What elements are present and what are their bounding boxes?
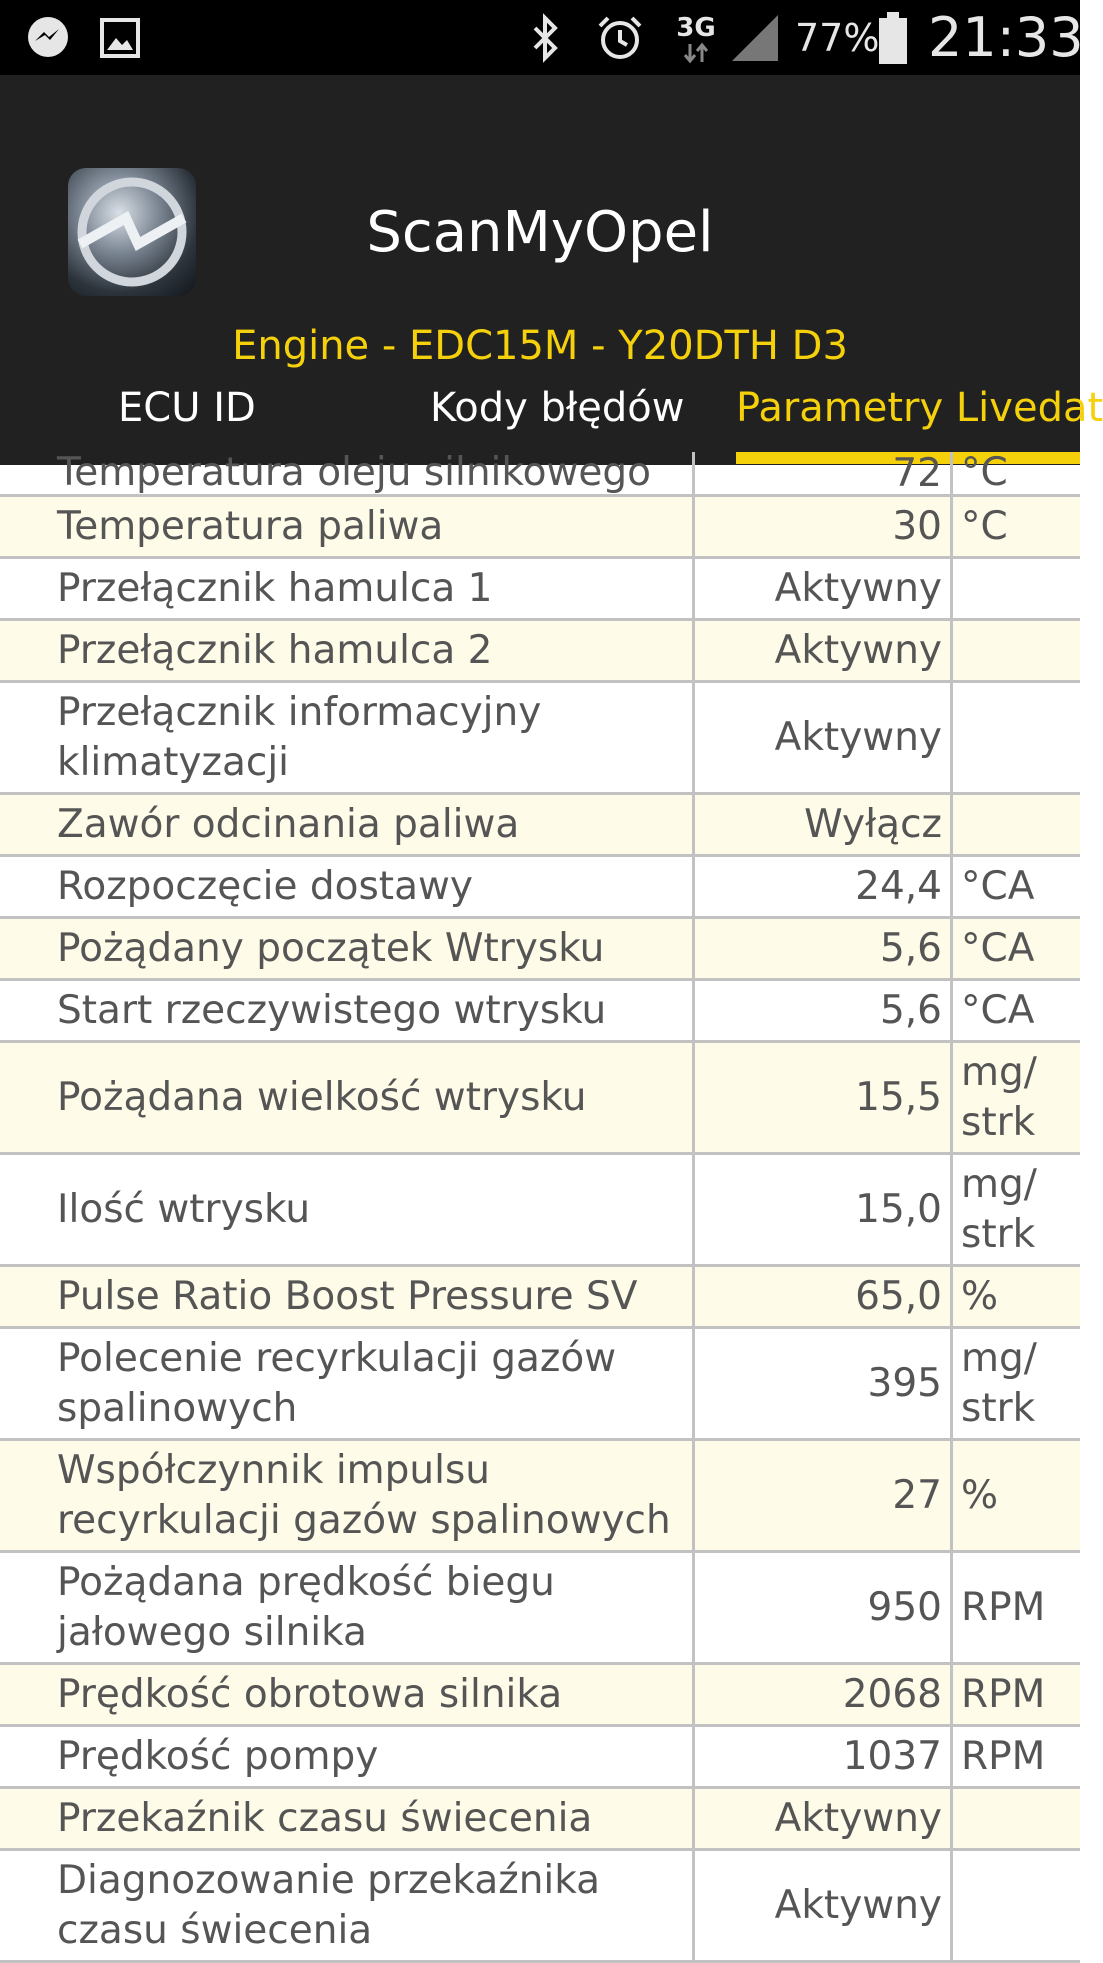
bluetooth-icon [524,0,568,75]
param-name: Przełącznik hamulca 1 [0,559,695,618]
table-row [0,1441,1080,1553]
param-name: Pożądana prędkość biegu jałowego silnika [0,1553,695,1662]
table-row [0,1043,1080,1155]
table-row [0,1155,1080,1267]
param-unit: RPM [961,1584,1046,1630]
param-value: 65,0 [695,1267,953,1326]
param-name: Prędkość obrotowa silnika [0,1665,695,1724]
param-unit [953,683,1080,792]
param-unit [953,1789,1080,1848]
battery-icon [876,0,910,75]
param-value: 395 [695,1329,953,1438]
param-unit: % [961,1273,999,1319]
live-data-table[interactable] [0,450,1080,1953]
param-value: 30 [695,497,953,556]
param-value: Aktywny [695,559,953,618]
param-unit: mg/ strk [961,1161,1037,1257]
tab-error-codes[interactable]: Kody błędów [430,384,685,431]
param-value: Aktywny [695,683,953,792]
param-name: Przełącznik hamulca 2 [0,621,695,680]
param-name: Rozpoczęcie dostawy [0,857,695,916]
table-row [0,795,1080,857]
table-row [0,857,1080,919]
table-row [0,1329,1080,1441]
param-unit [953,1851,1080,1960]
param-unit: °CA [961,863,1035,909]
table-row [0,1553,1080,1665]
param-unit [953,795,1080,854]
battery-percent: 77% [795,15,880,60]
table-row [0,497,1080,559]
param-unit: °CA [961,925,1035,971]
table-row [0,559,1080,621]
param-name: Polecenie recyrkulacji gazów spalinowych [0,1329,695,1438]
app-header [0,75,1103,465]
param-name: Prędkość pompy [0,1727,695,1786]
clock: 21:33 [928,6,1084,69]
param-value: Aktywny [695,1851,953,1960]
param-name: Pożądana wielkość wtrysku [0,1043,695,1152]
param-value: 1037 [695,1727,953,1786]
tab-live-data[interactable]: Parametry Livedat [736,384,1103,431]
app-subtitle: Engine - EDC15M - Y20DTH D3 [232,323,848,369]
param-name: Ilość wtrysku [0,1155,695,1264]
param-name: Diagnozowanie przekaźnika czasu świecenia [0,1851,695,1960]
param-unit: °C [961,503,1008,549]
network-3g-icon [670,0,722,75]
table-row [0,452,1080,497]
param-name: Start rzeczywistego wtrysku [0,981,695,1040]
param-unit [953,559,1080,618]
param-value: 24,4 [695,857,953,916]
param-unit: RPM [961,1733,1046,1779]
tab-ecu-id[interactable]: ECU ID [118,384,256,431]
param-name: Temperatura oleju silnikowego [0,452,695,494]
param-name: Temperatura paliwa [0,497,695,556]
param-value: 15,0 [695,1155,953,1264]
table-row [0,1665,1080,1727]
table-row [0,1727,1080,1789]
param-unit: % [961,1472,999,1518]
table-row [0,683,1080,795]
table-row [0,1267,1080,1329]
param-unit: °CA [961,987,1035,1033]
param-value: 15,5 [695,1043,953,1152]
gallery-icon [96,0,144,75]
param-value: 5,6 [695,981,953,1040]
param-value: 2068 [695,1665,953,1724]
param-value: 27 [695,1441,953,1550]
param-name: Przełącznik informacyjny klimatyzacji [0,683,695,792]
alarm-icon [594,0,646,75]
messenger-icon [22,0,74,75]
app-title: ScanMyOpel [366,200,714,265]
signal-icon [728,0,782,75]
param-value: 950 [695,1553,953,1662]
status-bar [0,0,1084,75]
param-unit: mg/ strk [961,1049,1037,1145]
table-row [0,1789,1080,1851]
param-unit: RPM [961,1671,1046,1717]
param-unit: mg/ strk [961,1335,1037,1431]
param-value: Wyłącz [695,795,953,854]
table-row [0,1851,1080,1963]
param-value: Aktywny [695,621,953,680]
svg-text:3G: 3G [676,12,716,43]
param-name: Przekaźnik czasu świecenia [0,1789,695,1848]
param-unit: °C [961,450,1008,495]
param-name: Współczynnik impulsu recyrkulacji gazów spalinowych [0,1441,695,1550]
table-row [0,919,1080,981]
param-name: Zawór odcinania paliwa [0,795,695,854]
param-unit [953,621,1080,680]
param-name: Pożądany początek Wtrysku [0,919,695,978]
param-value: 72 [695,452,953,494]
param-name: Pulse Ratio Boost Pressure SV [0,1267,695,1326]
param-value: 5,6 [695,919,953,978]
table-row [0,981,1080,1043]
table-row [0,621,1080,683]
param-value: Aktywny [695,1789,953,1848]
